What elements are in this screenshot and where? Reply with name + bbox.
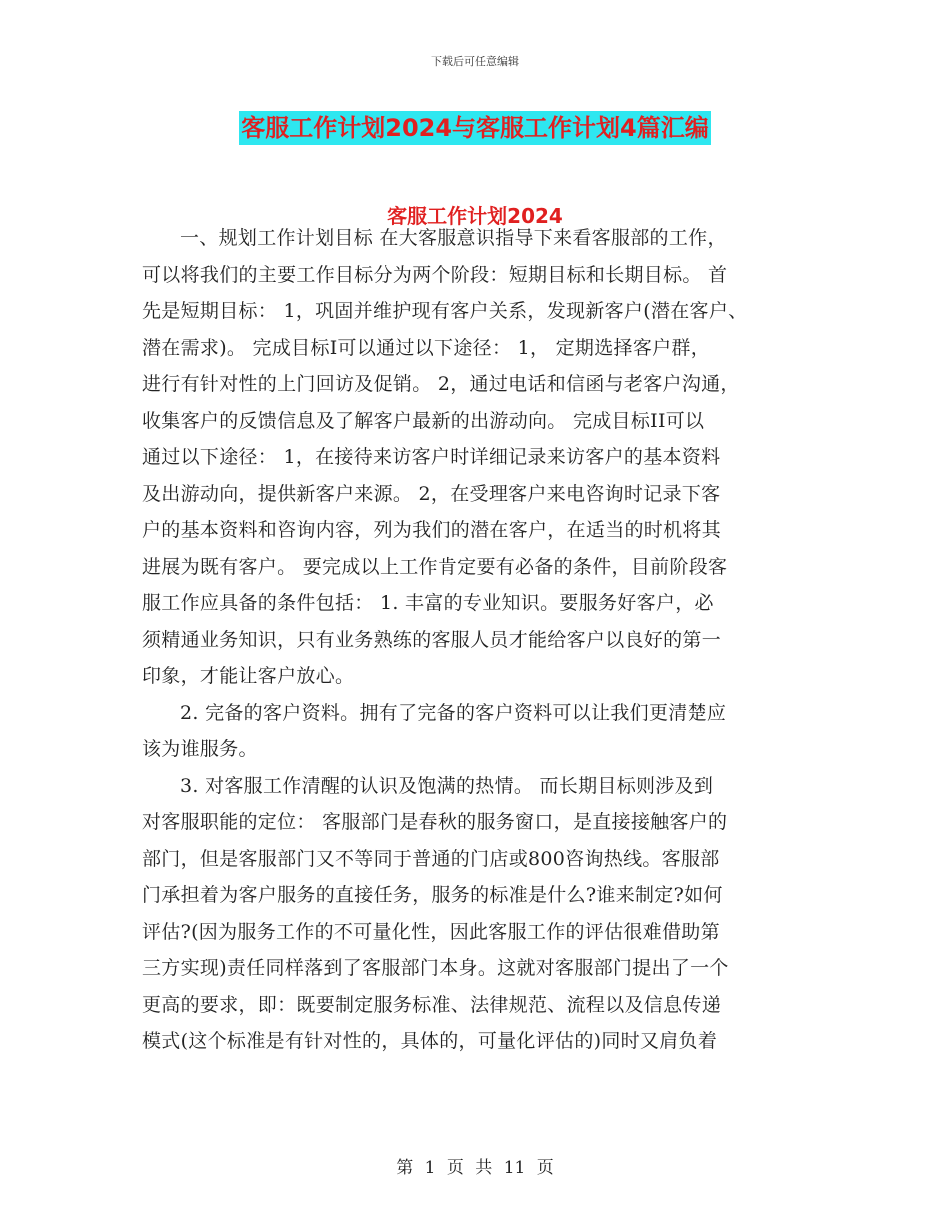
paragraph-1 [142,220,822,695]
document-title [0,111,950,145]
text-line: 可以将我们的主要工作目标分为两个阶段：短期目标和长期目标。 首 [142,263,728,286]
text-line: 进行有针对性的上门回访及促销。 2，通过电话和信函与老客户沟通， [142,373,740,395]
text-line: 更高的要求，即：既要制定服务标准、法律规范、流程以及信息传递 [142,993,722,1016]
text-line: 3. 对客服工作清醒的认识及饱满的热情。 而长期目标则涉及到 [180,774,714,797]
header-note: 下载后可任意编辑 [431,55,519,68]
document-title-text: 客服工作计划2024与客服工作计划4篇汇编 [239,111,711,145]
text-line: 先是短期目标： 1，巩固并维护现有客户关系，发现新客户(潜在客户、 [142,300,748,322]
text-line: 对客服职能的定位： 客服部门是春秋的服务窗口，是直接接触客户的 [142,811,728,833]
text-line: 及出游动向，提供新客户来源。 2，在受理客户来电咨询时记录下客 [142,482,721,505]
text-line: 部门，但是客服部门又不等同于普通的门店或800咨询热线。客服部 [142,847,720,870]
text-line: 户的基本资料和咨询内容，列为我们的潜在客户，在适当的时机将其 [142,519,722,541]
text-line: 收集客户的反馈信息及了解客户最新的出游动向。 完成目标II可以 [142,409,705,432]
text-line: 模式(这个标准是有针对性的，具体的，可量化评估的)同时又肩负着 [142,1030,718,1052]
paragraph-2 [142,695,822,768]
page-footer: 第 1 页 共 11 页 [396,1158,554,1178]
text-line: 一、规划工作计划目标 在大客服意识指导下来看客服部的工作， [180,227,727,249]
text-line: 三方实现)责任同样落到了客服部门本身。这就对客服部门提出了一个 [142,957,729,979]
text-line: 2. 完备的客户资料。拥有了完备的客户资料可以让我们更清楚应 [180,701,727,724]
section-title: 客服工作计划2024 [387,204,563,228]
text-line: 门承担着为客户服务的直接任务，服务的标准是什么?谁来制定?如何 [142,884,723,906]
text-line: 潜在需求)。 完成目标I可以通过以下途径： 1， 定期选择客户群， [142,336,711,359]
text-line: 评估?(因为服务工作的不可量化性，因此客服工作的评估很难借助第 [142,920,720,943]
paragraph-3 [142,768,822,1060]
text-line: 进展为既有客户。 要完成以上工作肯定要有必备的条件，目前阶段客 [142,555,728,578]
text-line: 服工作应具备的条件包括： 1. 丰富的专业知识。要服务好客户，必 [142,592,714,614]
body-text [142,220,822,1060]
text-line: 印象，才能让客户放心。 [142,665,355,687]
text-line: 须精通业务知识，只有业务熟练的客服人员才能给客户以良好的第一 [142,628,722,651]
text-line: 该为谁服务。 [142,738,258,760]
text-line: 通过以下途径： 1，在接待来访客户时详细记录来访客户的基本资料 [142,446,721,468]
